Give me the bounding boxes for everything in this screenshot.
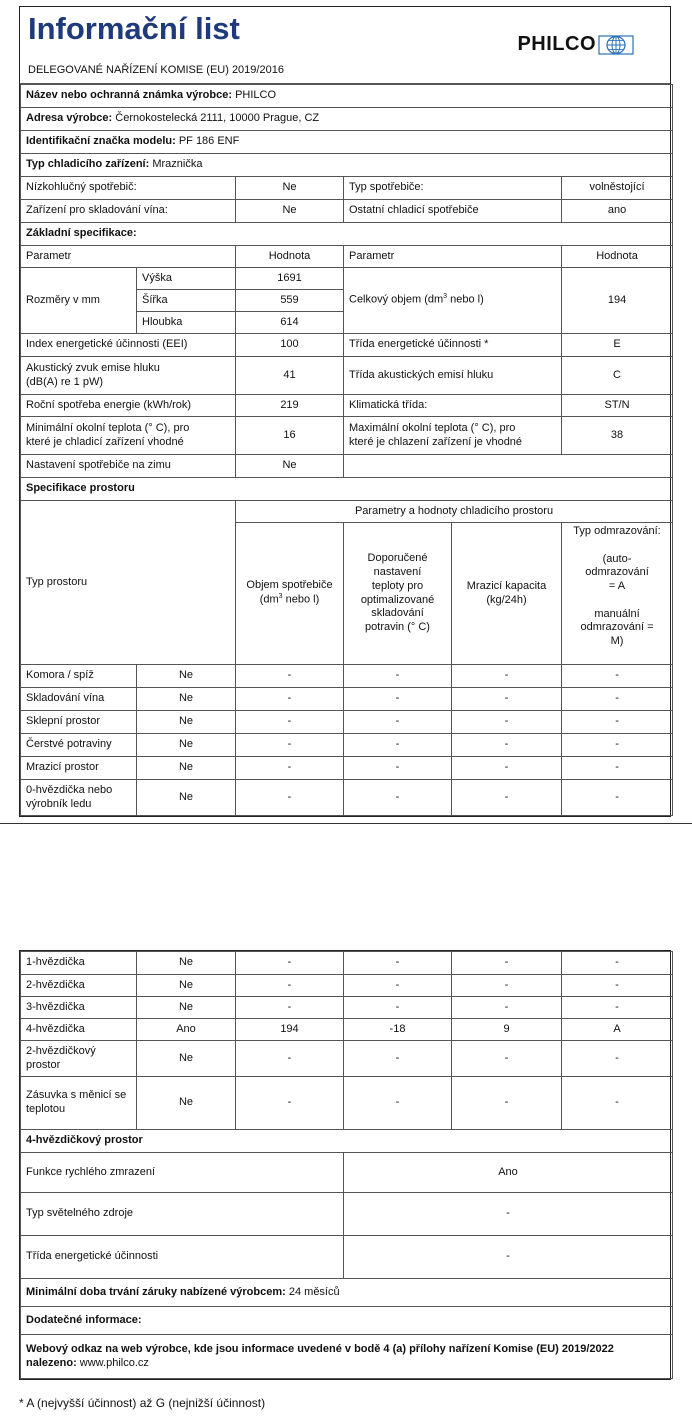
compartment-name: 2-hvězdičkový prostor [21,1041,137,1077]
winter-setting-label: Nastavení spotřebiče na zimu [21,455,236,478]
compartment-section-title: Specifikace prostoru [21,478,673,501]
other-appliance-label: Ostatní chladicí spotřebiče [344,200,562,223]
four-star-energy-class-label: Třída energetické účinnosti [21,1236,344,1279]
compartment-volume: - [236,757,344,780]
table-row [21,711,673,734]
compartment-temp: -18 [344,1019,452,1041]
manufacturer-value: PHILCO [235,89,277,102]
general-row-2 [21,200,673,223]
climate-class-label: Klimatická třída: [344,395,562,417]
light-source-value: - [344,1193,673,1236]
compartment-defrost: - [562,665,673,688]
address-row [21,108,673,131]
compartment-temp: - [344,1077,452,1130]
manufacturer-row [21,85,673,108]
compartment-temp: - [344,688,452,711]
compartment-temp: - [344,665,452,688]
weblink-url[interactable]: www.philco.cz [79,1356,149,1369]
compartment-temp: - [344,780,452,816]
manufacturer-label: Název nebo ochranná známka výrobce: [26,89,233,102]
four-star-row [21,1193,673,1236]
info-sheet-page-2 [19,950,671,1380]
compartment-capacity: - [452,734,562,757]
volume-header: Objem spotřebiče ($dm^3$ nebo l) [236,523,344,665]
philco-logo [517,33,634,56]
compartment-defrost: - [562,997,673,1019]
compartment-present: Ne [137,997,236,1019]
min-temp-value: 16 [236,417,344,455]
compartment-name: Sklepní prostor [21,711,137,734]
compartment-volume: - [236,975,344,997]
annual-consumption-value: 219 [236,395,344,417]
device-type-label: Typ chladicího zařízení: [26,158,150,171]
compartment-defrost: A [562,1019,673,1041]
temp-row [21,417,673,455]
sheet-header [20,7,670,84]
table-row [21,665,673,688]
winter-setting-value: Ne [236,455,344,478]
eei-row [21,334,673,357]
compartment-capacity: - [452,952,562,975]
logo-text: PHILCO [517,33,596,55]
weblink-found-label: nalezeno: [26,1356,77,1369]
warranty-value: 24 měsíců [288,1285,340,1298]
noise-label: Akustický zvuk emise hluku (dB(A) re 1 pW) [21,357,236,395]
address-label: Adresa výrobce: [26,112,113,125]
param-header-left: Parametr [21,246,236,268]
eei-label: Index energetické účinnosti (EEI) [21,334,236,357]
compartment-name: Čerstvé potraviny [21,734,137,757]
page-break-divider [0,823,692,824]
compartment-defrost: - [562,734,673,757]
warranty-label: Minimální doba trvání záruky nabízené výrobcem: [26,1285,286,1298]
compartment-capacity: - [452,757,562,780]
info-table [20,84,673,816]
basic-header-row [21,246,673,268]
compartment-present: Ne [137,688,236,711]
compartment-volume: - [236,711,344,734]
general-row-1 [21,177,673,200]
compartment-present: Ne [137,1077,236,1130]
table-row [21,780,673,816]
compartment-defrost: - [562,1041,673,1077]
noise-class-value: C [562,357,673,395]
four-star-row [21,1153,673,1193]
compartment-present: Ne [137,734,236,757]
info-sheet-page-1 [19,6,671,817]
weblink-text: Webový odkaz na web výrobce, kde jsou informace uvedené v bodě 4 (a) přílohy nařízení Komise (EU) 2019/2022 [26,1342,614,1355]
eei-value: 100 [236,334,344,357]
compartment-volume: - [236,780,344,816]
compartment-temp: - [344,1041,452,1077]
compartment-capacity: - [452,688,562,711]
compartment-present: Ne [137,1041,236,1077]
globe-icon [598,35,634,55]
compartment-temp: - [344,975,452,997]
model-value: PF 186 ENF [178,135,240,148]
table-row [21,952,673,975]
model-row [21,131,673,154]
compartment-section-row [21,478,673,501]
low-noise-label: Nízkohlučný spotřebič: [21,177,236,200]
device-type-row [21,154,673,177]
four-star-row [21,1236,673,1279]
height-row [21,268,673,290]
other-appliance-value: ano [562,200,673,223]
compartment-defrost: - [562,780,673,816]
basic-section-row [21,223,673,246]
compartment-temp: - [344,734,452,757]
device-type-value: Mraznička [152,158,203,171]
weblink-row [21,1335,673,1379]
compartment-temp: - [344,711,452,734]
compartment-capacity: - [452,1041,562,1077]
value-header-right: Hodnota [562,246,673,268]
compartment-name: 4-hvězdička [21,1019,137,1041]
light-source-label: Typ světelného zdroje [21,1193,344,1236]
compartment-volume: - [236,688,344,711]
compartment-volume: - [236,734,344,757]
compartment-volume: - [236,1077,344,1130]
compartment-capacity: - [452,997,562,1019]
table-row [21,1019,673,1041]
table-row [21,997,673,1019]
height-label: Výška [137,268,236,290]
empty-cell [344,455,673,478]
value-header-left: Hodnota [236,246,344,268]
total-volume-value: 194 [562,268,673,334]
compartment-params-header: Parametry a hodnoty chladicího prostoru [236,501,673,523]
noise-value: 41 [236,357,344,395]
compartment-present: Ano [137,1019,236,1041]
four-star-section-row [21,1130,673,1153]
depth-value: 614 [236,312,344,334]
wine-storage-label: Zařízení pro skladování vína: [21,200,236,223]
compartment-volume: - [236,1041,344,1077]
compartment-capacity: 9 [452,1019,562,1041]
compartment-params-header-row [21,501,673,523]
footnote: * A (nejvyšší účinnost) až G (nejnižší účinnost) [19,1396,266,1410]
noise-class-label: Třída akustických emisí hluku [344,357,562,395]
noise-row [21,357,673,395]
page-title: Informační list [28,11,240,46]
basic-section-title: Základní specifikace: [21,223,673,246]
compartment-defrost: - [562,688,673,711]
info-table-continued [20,951,673,1379]
compartment-volume: - [236,952,344,975]
compartment-defrost: - [562,711,673,734]
four-star-energy-class-value: - [344,1236,673,1279]
min-temp-label: Minimální okolní teplota (° C), pro které je chladicí zařízení vhodné [21,417,236,455]
compartment-temp: - [344,952,452,975]
additional-info-row [21,1307,673,1335]
warranty-row [21,1279,673,1307]
compartment-capacity: - [452,711,562,734]
appliance-type-value: volněstojící [562,177,673,200]
compartment-defrost: - [562,952,673,975]
temp-header: Doporučené nastavení teploty pro optimalizované skladování potravin (° C) [344,523,452,665]
compartment-volume: 194 [236,1019,344,1041]
compartment-temp: - [344,997,452,1019]
annual-consumption-label: Roční spotřeba energie (kWh/rok) [21,395,236,417]
table-row [21,688,673,711]
table-row [21,975,673,997]
low-noise-value: Ne [236,177,344,200]
energy-class-value: E [562,334,673,357]
compartment-volume: - [236,997,344,1019]
height-value: 1691 [236,268,344,290]
annual-row [21,395,673,417]
compartment-defrost: - [562,757,673,780]
max-temp-label: Maximální okolní teplota (° C), pro které je chlazení zařízení je vhodné [344,417,562,455]
compartment-present: Ne [137,952,236,975]
model-label: Identifikační značka modelu: [26,135,176,148]
compartment-present: Ne [137,665,236,688]
climate-class-value: ST/N [562,395,673,417]
table-row [21,757,673,780]
compartment-type-header: Typ prostoru [21,501,236,665]
compartment-name: 2-hvězdička [21,975,137,997]
address-value: Černokostelecká 2111, 10000 Prague, CZ [115,112,320,125]
fast-freeze-value: Ano [344,1153,673,1193]
compartment-present: Ne [137,757,236,780]
compartment-present: Ne [137,975,236,997]
compartment-name: Skladování vína [21,688,137,711]
winter-row [21,455,673,478]
capacity-header: Mrazicí kapacita (kg/24h) [452,523,562,665]
total-volume-label: Celkový objem ($dm^3$ nebo l) [344,268,562,334]
max-temp-value: 38 [562,417,673,455]
compartment-present: Ne [137,780,236,816]
compartment-name: Komora / spíž [21,665,137,688]
compartment-volume: - [236,665,344,688]
table-row [21,734,673,757]
compartment-name: 1-hvězdička [21,952,137,975]
dimensions-label: Rozměry v mm [21,268,137,334]
compartment-present: Ne [137,711,236,734]
depth-label: Hloubka [137,312,236,334]
compartment-capacity: - [452,1077,562,1130]
compartment-capacity: - [452,780,562,816]
compartment-defrost: - [562,975,673,997]
compartment-capacity: - [452,665,562,688]
four-star-section-title: 4-hvězdičkový prostor [21,1130,673,1153]
compartment-capacity: - [452,975,562,997]
compartment-name: Zásuvka s měnicí se teplotou [21,1077,137,1130]
fast-freeze-label: Funkce rychlého zmrazení [21,1153,344,1193]
energy-class-label: Třída energetické účinnosti * [344,334,562,357]
width-label: Šířka [137,290,236,312]
defrost-header: Typ odmrazování: (auto- odmrazování = A manuální odmrazování = M) [562,523,673,665]
regulation-subtitle: DELEGOVANÉ NAŘÍZENÍ KOMISE (EU) 2019/2016 [28,64,284,76]
compartment-name: 3-hvězdička [21,997,137,1019]
compartment-name: Mrazicí prostor [21,757,137,780]
table-row [21,1041,673,1077]
appliance-type-label: Typ spotřebiče: [344,177,562,200]
wine-storage-value: Ne [236,200,344,223]
width-value: 559 [236,290,344,312]
table-row [21,1077,673,1130]
compartment-temp: - [344,757,452,780]
compartment-name: 0-hvězdička nebo výrobník ledu [21,780,137,816]
param-header-right: Parametr [344,246,562,268]
additional-info-label: Dodatečné informace: [21,1307,673,1335]
compartment-defrost: - [562,1077,673,1130]
